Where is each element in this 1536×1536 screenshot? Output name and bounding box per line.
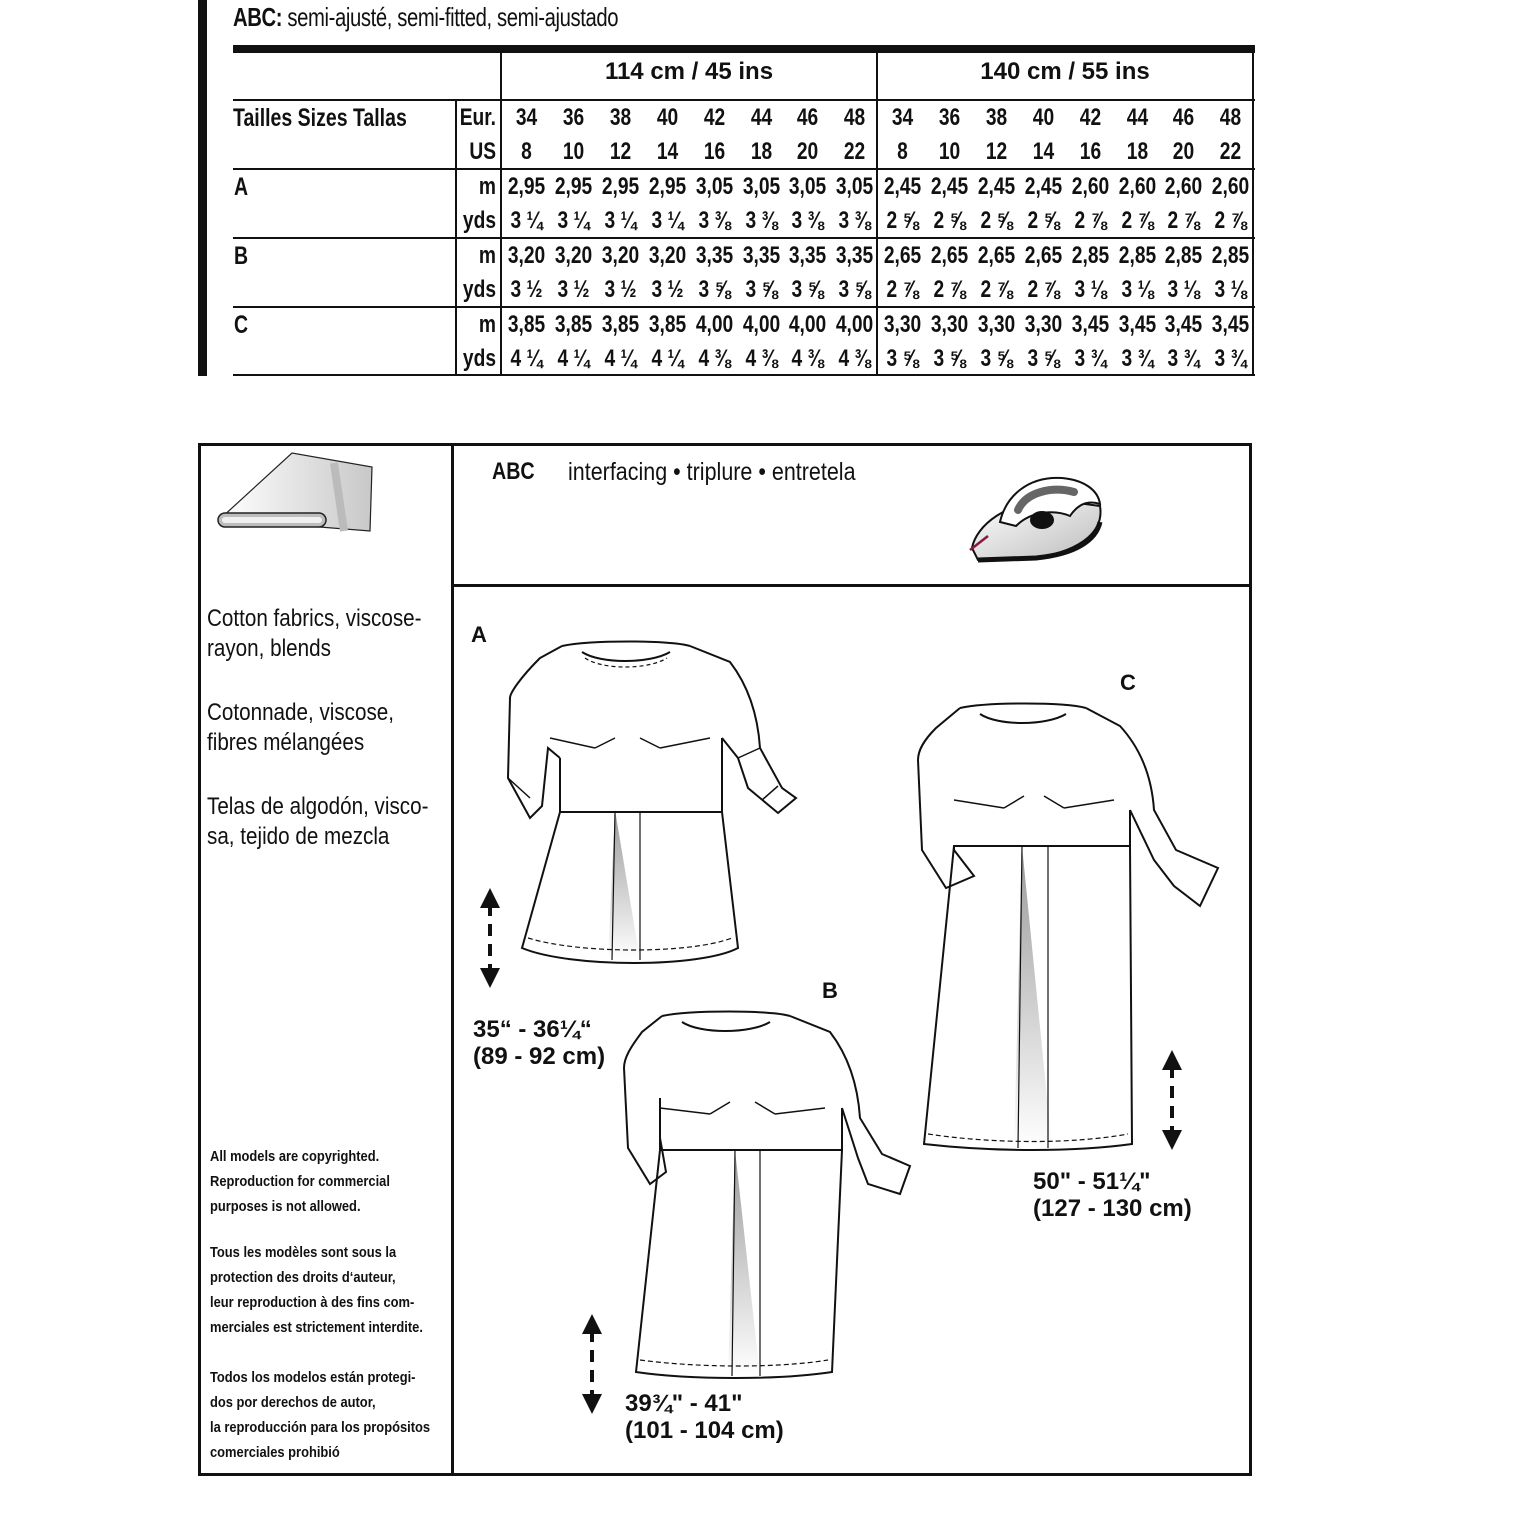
yardage-meters: 3,35 (695, 242, 733, 269)
view-a-dress-drawing (500, 638, 800, 973)
yardage-yards: 2 ⅞ (980, 276, 1013, 303)
size-eur: 34 (891, 104, 914, 131)
yardage-meters: 3,30 (883, 311, 922, 338)
copyright-en-line-2: Reproduction for commercial (210, 1173, 390, 1190)
interfacing-label: interfacing • triplure • entretela (568, 458, 856, 486)
yardage-yards: 4 ⅜ (838, 345, 871, 372)
length-arrow-icon (1158, 1046, 1186, 1154)
eur-label: Eur. (459, 104, 496, 131)
yardage-yards: 4 ¼ (651, 345, 684, 372)
size-eur: 38 (609, 104, 631, 131)
unit-m: m (478, 242, 496, 269)
yardage-yards: 3 ½ (604, 276, 637, 303)
yardage-meters: 3,30 (977, 311, 1015, 338)
yardage-meters: 2,65 (883, 242, 922, 269)
size-us: 18 (1126, 138, 1148, 165)
view-a-length-cm: (89 - 92 cm) (473, 1043, 606, 1070)
view-a-letter: A (471, 622, 487, 647)
yardage-yards: 3 ⅜ (698, 207, 731, 234)
yardage-yards: 2 ⅞ (933, 276, 966, 303)
yardage-meters: 2,85 (1212, 242, 1250, 269)
size-us: 20 (1173, 138, 1195, 165)
yardage-yards: 4 ⅜ (698, 345, 731, 372)
yardage-yards: 3 ⅝ (698, 276, 731, 303)
yardage-yards: 3 ½ (651, 276, 684, 303)
view-c-length-cm: (127 - 130 cm) (1033, 1195, 1192, 1222)
yardage-yards: 3 ⅝ (980, 345, 1013, 372)
yardage-meters: 3,30 (1024, 311, 1062, 338)
fabric-bolt-icon (214, 449, 374, 533)
length-arrow-icon (578, 1310, 606, 1418)
yardage-meters: 2,95 (648, 173, 686, 200)
yardage-yards: 3 ½ (510, 276, 543, 303)
yardage-yards: 4 ¼ (604, 345, 637, 372)
yardage-meters: 3,85 (601, 311, 639, 338)
view-b-length-cm: (101 - 104 cm) (625, 1417, 784, 1444)
yardage-yards: 4 ¼ (557, 345, 590, 372)
size-us: 10 (562, 138, 585, 165)
table-rule (233, 237, 1255, 239)
view-c-letter: C (1120, 670, 1136, 695)
left-margin-bar (198, 0, 207, 376)
view-b-dress-drawing (620, 1008, 920, 1388)
panel-divider (451, 584, 1252, 587)
yardage-yards: 3 ⅛ (1074, 276, 1107, 303)
size-eur: 40 (1032, 104, 1054, 131)
yardage-meters: 4,00 (742, 311, 780, 338)
view-b-row-label: B (234, 242, 249, 270)
yardage-meters: 2,85 (1071, 242, 1109, 269)
yardage-meters: 3,05 (789, 173, 827, 200)
yardage-meters: 2,60 (1212, 173, 1250, 200)
table-rule (233, 374, 1255, 376)
yardage-yards: 3 ¼ (651, 207, 684, 234)
size-eur: 44 (1126, 104, 1148, 131)
yardage-yards: 2 ⅝ (933, 207, 966, 234)
copyright-fr-line-2: protection des droits d‘auteur, (210, 1269, 396, 1286)
unit-m: m (478, 173, 496, 200)
size-us: 8 (521, 138, 532, 165)
yardage-yards: 3 ¾ (1214, 345, 1247, 372)
yardage-meters: 3,05 (742, 173, 780, 200)
yardage-yards: 2 ⅞ (1120, 207, 1154, 234)
table-rule (233, 99, 1255, 101)
size-eur: 42 (1079, 104, 1101, 131)
yardage-meters: 3,20 (507, 242, 546, 269)
size-eur: 46 (1173, 104, 1195, 131)
yardage-yards: 3 ⅝ (791, 276, 824, 303)
view-b-length-inches: 39¾" - 41" (625, 1390, 743, 1417)
table-title: ABC: semi-ajusté, semi-fitted, semi-ajustado (233, 2, 619, 32)
table-column-rule (876, 53, 878, 375)
yardage-meters: 3,45 (1165, 311, 1203, 338)
yardage-meters: 2,60 (1071, 173, 1109, 200)
yardage-meters: 3,05 (836, 173, 874, 200)
yardage-meters: 3,45 (1212, 311, 1250, 338)
fabric-width-114: 114 cm / 45 ins (604, 58, 774, 85)
yardage-yards: 3 ¼ (510, 207, 543, 234)
yardage-yards: 3 ⅝ (933, 345, 966, 372)
size-us: 22 (844, 138, 866, 165)
interfacing-views: ABC (492, 458, 535, 485)
size-us: 18 (750, 138, 772, 165)
yardage-yards: 3 ⅝ (1027, 345, 1060, 372)
yardage-yards: 3 ¾ (1120, 345, 1154, 372)
table-top-rule (233, 45, 1255, 53)
yardage-meters: 3,30 (930, 311, 969, 338)
yardage-meters: 2,85 (1165, 242, 1203, 269)
unit-yds: yds (462, 276, 496, 303)
yardage-meters: 4,00 (789, 311, 827, 338)
yardage-meters: 2,65 (1024, 242, 1062, 269)
copyright-fr-line-1: Tous les modèles sont sous la (210, 1244, 397, 1261)
yardage-meters: 2,95 (601, 173, 639, 200)
yardage-yards: 4 ¼ (510, 345, 543, 372)
size-eur: 40 (656, 104, 678, 131)
size-us: 16 (1079, 138, 1101, 165)
size-eur: 42 (703, 104, 725, 131)
size-us: 22 (1220, 138, 1242, 165)
size-eur: 36 (938, 104, 961, 131)
yardage-yards: 3 ⅝ (838, 276, 871, 303)
yardage-meters: 2,65 (977, 242, 1015, 269)
yardage-yards: 2 ⅞ (1214, 207, 1247, 234)
yardage-meters: 2,45 (930, 173, 969, 200)
unit-m: m (478, 311, 496, 338)
size-eur: 38 (985, 104, 1007, 131)
yardage-yards: 4 ⅜ (744, 345, 778, 372)
sizes-label: Tailles Sizes Tallas (233, 104, 407, 132)
size-us: 12 (985, 138, 1007, 165)
size-us: 8 (897, 138, 908, 165)
size-us: 14 (656, 138, 678, 165)
yardage-yards: 3 ⅜ (791, 207, 824, 234)
yardage-yards: 2 ⅝ (886, 207, 919, 234)
fabric-fr-line-2: fibres mélangées (207, 729, 365, 756)
iron-icon (966, 470, 1106, 562)
yardage-yards: 3 ¼ (557, 207, 590, 234)
yardage-meters: 4,00 (695, 311, 733, 338)
size-us: 20 (797, 138, 819, 165)
fabric-en-line-1: Cotton fabrics, viscose- (207, 605, 422, 632)
yardage-meters: 3,05 (695, 173, 733, 200)
unit-yds: yds (462, 207, 496, 234)
us-label: US (469, 138, 496, 165)
fabric-width-140: 140 cm / 55 ins (980, 58, 1150, 85)
yardage-yards: 4 ⅜ (791, 345, 824, 372)
table-rule (233, 306, 1255, 308)
yardage-yards: 3 ⅛ (1120, 276, 1154, 303)
copyright-es-line-4: comerciales prohibió (210, 1444, 340, 1461)
size-us: 12 (609, 138, 631, 165)
yardage-meters: 2,60 (1165, 173, 1203, 200)
copyright-en-line-1: All models are copyrighted. (210, 1148, 380, 1165)
yardage-yards: 2 ⅝ (1027, 207, 1060, 234)
yardage-meters: 2,60 (1118, 173, 1156, 200)
table-rule (233, 168, 1255, 170)
yardage-meters: 2,45 (1024, 173, 1062, 200)
length-arrow-icon (476, 884, 504, 992)
yardage-meters: 3,20 (601, 242, 639, 269)
yardage-meters: 3,85 (648, 311, 686, 338)
yardage-yards: 3 ¼ (604, 207, 637, 234)
size-eur: 48 (844, 104, 866, 131)
yardage-meters: 3,85 (507, 311, 546, 338)
size-us: 16 (703, 138, 725, 165)
view-a-row-label: A (234, 173, 249, 201)
yardage-meters: 3,20 (648, 242, 686, 269)
yardage-yards: 3 ¾ (1167, 345, 1200, 372)
yardage-yards: 3 ¾ (1074, 345, 1107, 372)
yardage-yards: 2 ⅞ (1027, 276, 1060, 303)
size-eur: 44 (750, 104, 772, 131)
size-us: 14 (1032, 138, 1054, 165)
yardage-yards: 3 ⅛ (1214, 276, 1247, 303)
yardage-yards: 2 ⅝ (980, 207, 1013, 234)
panel-divider (451, 443, 454, 1476)
fabric-fr-line-1: Cotonnade, viscose, (207, 699, 395, 726)
copyright-es-line-1: Todos los modelos están protegi- (210, 1369, 416, 1386)
yardage-yards: 3 ⅝ (744, 276, 778, 303)
yardage-yards: 3 ½ (557, 276, 590, 303)
size-us: 10 (938, 138, 961, 165)
fabric-en-line-2: rayon, blends (207, 635, 331, 662)
yardage-meters: 4,00 (836, 311, 874, 338)
size-eur: 46 (797, 104, 819, 131)
copyright-en-line-3: purposes is not allowed. (210, 1198, 361, 1215)
yardage-yards: 3 ⅜ (838, 207, 871, 234)
size-eur: 36 (562, 104, 585, 131)
table-column-rule (1252, 53, 1254, 375)
yardage-yards: 3 ⅜ (744, 207, 778, 234)
yardage-yards: 3 ⅝ (886, 345, 919, 372)
yardage-yards: 2 ⅞ (1167, 207, 1200, 234)
yardage-meters: 3,35 (742, 242, 780, 269)
yardage-meters: 2,85 (1118, 242, 1156, 269)
yardage-yards: 2 ⅞ (1074, 207, 1107, 234)
view-b-letter: B (822, 978, 838, 1003)
view-c-row-label: C (234, 311, 249, 339)
yardage-yards: 2 ⅞ (886, 276, 919, 303)
yardage-yards: 3 ⅛ (1167, 276, 1200, 303)
yardage-meters: 3,35 (789, 242, 827, 269)
yardage-meters: 2,95 (507, 173, 546, 200)
table-column-rule (500, 53, 502, 375)
view-c-length-inches: 50" - 51¼" (1033, 1168, 1151, 1195)
yardage-meters: 3,20 (554, 242, 593, 269)
view-a-length-inches: 35“ - 36¼“ (473, 1016, 592, 1043)
yardage-meters: 3,35 (836, 242, 874, 269)
copyright-fr-line-3: leur reproduction à des fins com- (210, 1294, 415, 1311)
yardage-meters: 3,85 (554, 311, 593, 338)
copyright-es-line-2: dos por derechos de autor, (210, 1394, 376, 1411)
fabric-es-line-2: sa, tejido de mezcla (207, 823, 390, 850)
yardage-meters: 3,45 (1118, 311, 1156, 338)
yardage-meters: 3,45 (1071, 311, 1109, 338)
unit-yds: yds (462, 345, 496, 372)
yardage-meters: 2,45 (883, 173, 922, 200)
yardage-meters: 2,45 (977, 173, 1015, 200)
copyright-es-line-3: la reproducción para los propósitos (210, 1419, 431, 1436)
size-eur: 48 (1220, 104, 1242, 131)
yardage-meters: 2,95 (554, 173, 593, 200)
copyright-fr-line-4: merciales est strictement interdite. (210, 1319, 423, 1336)
yardage-meters: 2,65 (930, 242, 969, 269)
size-eur: 34 (515, 104, 538, 131)
fabric-es-line-1: Telas de algodón, visco- (207, 793, 429, 820)
